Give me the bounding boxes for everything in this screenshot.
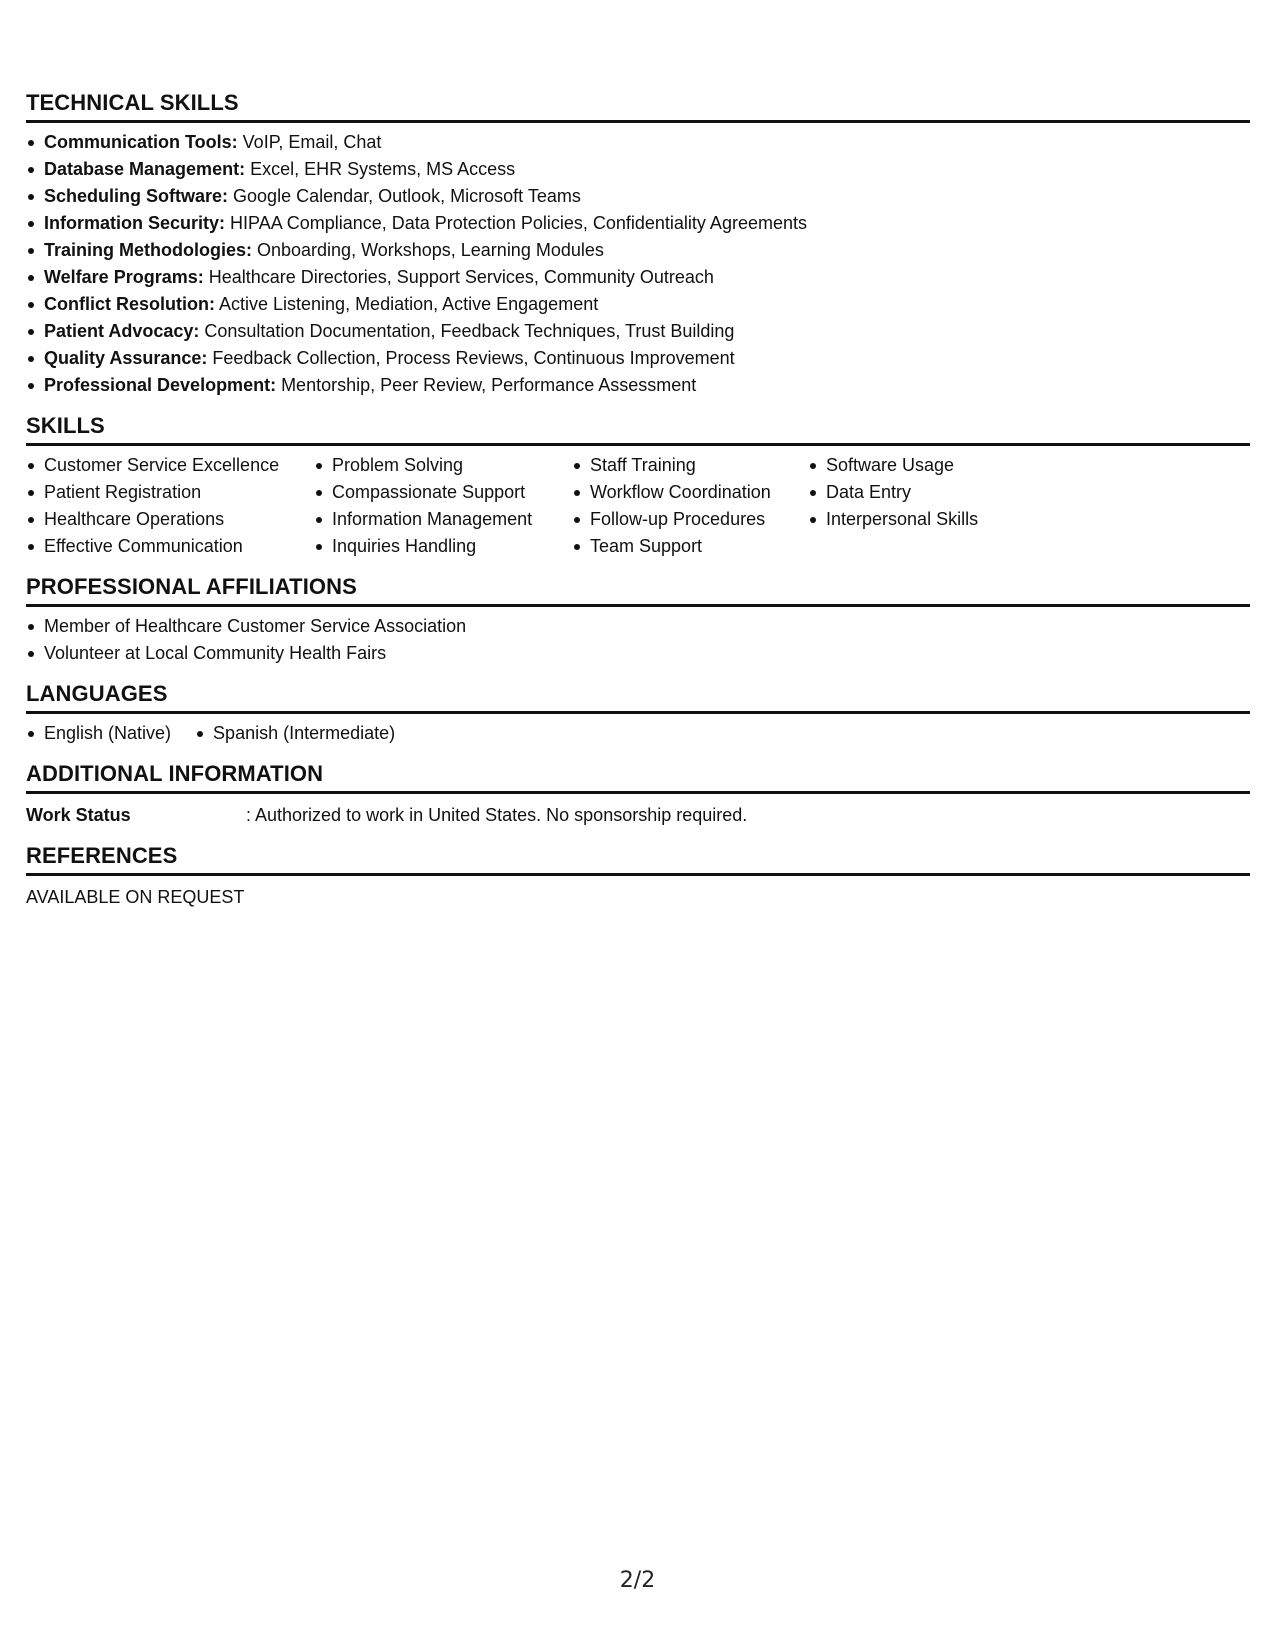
skill-category: Communication Tools: bbox=[44, 132, 238, 152]
skill-category: Database Management: bbox=[44, 159, 246, 179]
skills-grid bbox=[26, 452, 1250, 560]
skill-values: Mentorship, Peer Review, Performance Assessment bbox=[276, 375, 697, 395]
list-item: Spanish (Intermediate) bbox=[195, 720, 395, 747]
skills-section bbox=[26, 413, 1250, 560]
skill-values: HIPAA Compliance, Data Protection Policies, Confidentiality Agreements bbox=[225, 213, 807, 233]
skill-values: VoIP, Email, Chat bbox=[237, 132, 382, 152]
resume-page bbox=[26, 90, 1250, 925]
technical-skills-section bbox=[26, 90, 1250, 399]
skill-category: Training Methodologies: bbox=[44, 240, 252, 260]
skill-category: Conflict Resolution: bbox=[44, 294, 215, 314]
list-item: Customer Service Excellence bbox=[26, 452, 314, 479]
skill-category: Professional Development: bbox=[44, 375, 277, 395]
section-title: TECHNICAL SKILLS bbox=[26, 90, 1250, 123]
list-item: Problem Solving bbox=[314, 452, 572, 479]
list-item bbox=[26, 345, 1250, 372]
skills-column bbox=[572, 452, 808, 560]
list-item: Interpersonal Skills bbox=[808, 506, 1068, 533]
skill-category: Scheduling Software: bbox=[44, 186, 229, 206]
skills-column bbox=[808, 452, 1068, 560]
list-item: Member of Healthcare Customer Service Association bbox=[26, 613, 1250, 640]
list-item: Staff Training bbox=[572, 452, 808, 479]
list-item: Team Support bbox=[572, 533, 808, 560]
list-item: Patient Registration bbox=[26, 479, 314, 506]
list-item: Compassionate Support bbox=[314, 479, 572, 506]
skill-category: Information Security: bbox=[44, 213, 226, 233]
skill-values: Active Listening, Mediation, Active Engagement bbox=[214, 294, 599, 314]
skill-values: Consultation Documentation, Feedback Techniques, Trust Building bbox=[199, 321, 735, 341]
skills-column bbox=[314, 452, 572, 560]
list-item bbox=[26, 129, 1250, 156]
references-section bbox=[26, 843, 1250, 911]
skill-category: Quality Assurance: bbox=[44, 348, 208, 368]
skill-values: Google Calendar, Outlook, Microsoft Teams bbox=[228, 186, 581, 206]
affiliations-list bbox=[26, 613, 1250, 667]
work-status-row bbox=[26, 802, 1250, 829]
list-item bbox=[26, 210, 1250, 237]
skills-column bbox=[26, 452, 314, 560]
technical-skills-list bbox=[26, 129, 1250, 399]
list-item: Effective Communication bbox=[26, 533, 314, 560]
additional-info-section bbox=[26, 761, 1250, 829]
list-item bbox=[26, 372, 1250, 399]
list-item: Follow-up Procedures bbox=[572, 506, 808, 533]
skill-category: Patient Advocacy: bbox=[44, 321, 200, 341]
list-item: English (Native) bbox=[26, 720, 171, 747]
skill-values: Onboarding, Workshops, Learning Modules bbox=[252, 240, 604, 260]
list-item: Inquiries Handling bbox=[314, 533, 572, 560]
section-title: LANGUAGES bbox=[26, 681, 1250, 714]
work-status-value: : Authorized to work in United States. No sponsorship required. bbox=[246, 805, 748, 825]
skill-values: Excel, EHR Systems, MS Access bbox=[245, 159, 516, 179]
affiliations-section bbox=[26, 574, 1250, 667]
list-item bbox=[26, 318, 1250, 345]
section-title: PROFESSIONAL AFFILIATIONS bbox=[26, 574, 1250, 607]
list-item bbox=[26, 264, 1250, 291]
list-item: Volunteer at Local Community Health Fairs bbox=[26, 640, 1250, 667]
list-item bbox=[26, 156, 1250, 183]
list-item: Information Management bbox=[314, 506, 572, 533]
skill-category: Welfare Programs: bbox=[44, 267, 204, 287]
section-title: ADDITIONAL INFORMATION bbox=[26, 761, 1250, 794]
list-item bbox=[26, 291, 1250, 318]
languages-list bbox=[26, 720, 419, 747]
list-item: Healthcare Operations bbox=[26, 506, 314, 533]
languages-row bbox=[26, 720, 1250, 747]
skill-values: Feedback Collection, Process Reviews, Continuous Improvement bbox=[207, 348, 735, 368]
page-number: 2/2 bbox=[619, 1568, 656, 1593]
list-item: Workflow Coordination bbox=[572, 479, 808, 506]
section-title: SKILLS bbox=[26, 413, 1250, 446]
references-text: AVAILABLE ON REQUEST bbox=[26, 887, 245, 907]
section-title: REFERENCES bbox=[26, 843, 1250, 876]
list-item bbox=[26, 183, 1250, 210]
work-status-label: Work Status bbox=[26, 805, 131, 825]
list-item bbox=[26, 237, 1250, 264]
languages-section bbox=[26, 681, 1250, 747]
list-item: Software Usage bbox=[808, 452, 1068, 479]
skill-values: Healthcare Directories, Support Services, Community Outreach bbox=[203, 267, 714, 287]
list-item: Data Entry bbox=[808, 479, 1068, 506]
